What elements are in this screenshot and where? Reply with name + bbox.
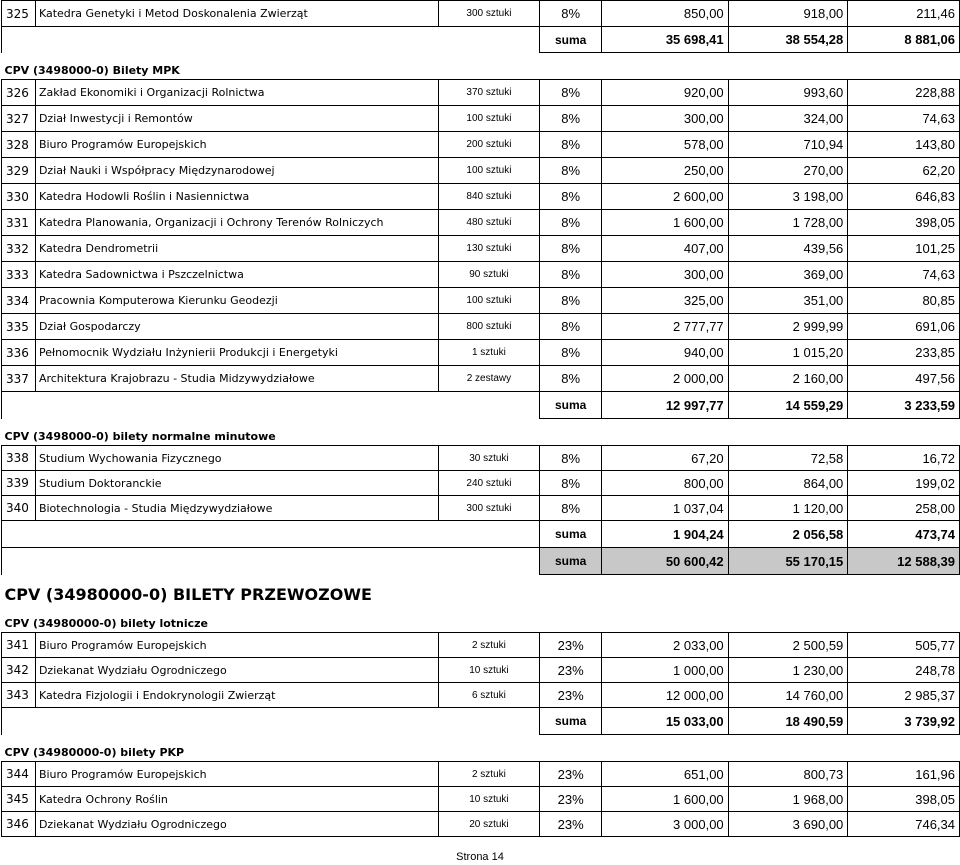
heading-row	[2, 419, 960, 446]
net-amount: 300,00	[602, 262, 729, 288]
difference-amount: 233,85	[848, 340, 960, 366]
unit-name: Biotechnologia - Studia Międzywydziałowe	[35, 496, 438, 521]
unit-name: Katedra Hodowli Roślin i Nasiennictwa	[35, 184, 438, 210]
row-number: 330	[2, 184, 36, 210]
sum-label: suma	[540, 521, 602, 548]
vat-rate: 8%	[540, 340, 602, 366]
sum-spacer	[2, 392, 540, 419]
vat-rate: 8%	[540, 314, 602, 340]
vat-rate: 23%	[540, 683, 602, 708]
vat-rate: 8%	[540, 288, 602, 314]
vat-rate: 8%	[540, 471, 602, 496]
unit-name: Katedra Sadownictwa i Pszczelnictwa	[35, 262, 438, 288]
net-amount: 1 037,04	[602, 496, 729, 521]
table-row	[2, 446, 960, 471]
difference-amount: 199,02	[848, 471, 960, 496]
sum-diff: 12 588,39	[848, 548, 960, 575]
quantity: 480 sztuki	[438, 210, 540, 236]
gross-amount: 918,00	[728, 1, 848, 27]
difference-amount: 74,63	[848, 106, 960, 132]
difference-amount: 258,00	[848, 496, 960, 521]
row-number: 326	[2, 80, 36, 106]
sum-net: 15 033,00	[602, 708, 729, 735]
gross-amount: 369,00	[728, 262, 848, 288]
quantity: 200 sztuki	[438, 132, 540, 158]
main-heading: CPV (34980000-0) BILETY PRZEWOZOWE	[4, 585, 372, 604]
net-amount: 1 600,00	[602, 210, 729, 236]
heading-row	[2, 735, 960, 762]
net-amount: 578,00	[602, 132, 729, 158]
unit-name: Biuro Programów Europejskich	[35, 633, 438, 658]
sum-spacer	[2, 708, 540, 735]
section-heading-pkp: CPV (34980000-0) bilety PKP	[2, 735, 960, 762]
sum-label: suma	[540, 708, 602, 735]
row-number: 338	[2, 446, 36, 471]
vat-rate: 23%	[540, 633, 602, 658]
sum-net: 50 600,42	[602, 548, 729, 575]
row-number: 340	[2, 496, 36, 521]
table-row	[2, 496, 960, 521]
difference-amount: 398,05	[848, 787, 960, 812]
sum-row	[2, 548, 960, 575]
sum-label: suma	[540, 392, 602, 419]
vat-rate: 23%	[540, 787, 602, 812]
sum-diff: 8 881,06	[848, 27, 960, 53]
difference-amount: 646,83	[848, 184, 960, 210]
row-number: 339	[2, 471, 36, 496]
quantity: 2 zestawy	[438, 366, 540, 392]
sum-gross: 38 554,28	[728, 27, 848, 53]
gross-amount: 2 999,99	[728, 314, 848, 340]
difference-amount: 2 985,37	[848, 683, 960, 708]
difference-amount: 16,72	[848, 446, 960, 471]
section-heading-normalne: CPV (3498000-0) bilety normalne minutowe	[2, 419, 960, 446]
net-amount: 3 000,00	[602, 812, 729, 837]
vat-rate: 8%	[540, 236, 602, 262]
row-number: 328	[2, 132, 36, 158]
quantity: 1 sztuki	[438, 340, 540, 366]
row-number: 331	[2, 210, 36, 236]
row-number: 335	[2, 314, 36, 340]
unit-name: Biuro Programów Europejskich	[35, 762, 438, 787]
table-row	[2, 184, 960, 210]
gross-amount: 3 198,00	[728, 184, 848, 210]
quantity: 300 sztuki	[438, 1, 540, 27]
row-number: 346	[2, 812, 36, 837]
quantity: 840 sztuki	[438, 184, 540, 210]
gross-amount: 1 015,20	[728, 340, 848, 366]
sum-row	[2, 392, 960, 419]
sum-gross: 2 056,58	[728, 521, 848, 548]
sum-label: suma	[540, 548, 602, 575]
net-amount: 300,00	[602, 106, 729, 132]
unit-name: Pracownia Komputerowa Kierunku Geodezji	[35, 288, 438, 314]
net-amount: 250,00	[602, 158, 729, 184]
unit-name: Dział Gospodarczy	[35, 314, 438, 340]
sum-net: 1 904,24	[602, 521, 729, 548]
table-row	[2, 236, 960, 262]
unit-name: Zakład Ekonomiki i Organizacji Rolnictwa	[35, 80, 438, 106]
difference-amount: 228,88	[848, 80, 960, 106]
unit-name: Dział Inwestycji i Remontów	[35, 106, 438, 132]
cost-table	[1, 0, 960, 837]
table-row	[2, 787, 960, 812]
vat-rate: 8%	[540, 184, 602, 210]
heading-row	[2, 575, 960, 607]
gross-amount: 710,94	[728, 132, 848, 158]
unit-name: Katedra Dendrometrii	[35, 236, 438, 262]
section-heading-mpk: CPV (3498000-0) Bilety MPK	[2, 53, 960, 80]
gross-amount: 1 728,00	[728, 210, 848, 236]
quantity: 30 sztuki	[438, 446, 540, 471]
gross-amount: 1 230,00	[728, 658, 848, 683]
sum-row	[2, 708, 960, 735]
gross-amount: 993,60	[728, 80, 848, 106]
net-amount: 800,00	[602, 471, 729, 496]
quantity: 2 sztuki	[438, 762, 540, 787]
unit-name: Katedra Planowania, Organizacji i Ochrony Terenów Rolniczych	[35, 210, 438, 236]
vat-rate: 8%	[540, 106, 602, 132]
table-row	[2, 158, 960, 184]
quantity: 800 sztuki	[438, 314, 540, 340]
table-row	[2, 812, 960, 837]
difference-amount: 161,96	[848, 762, 960, 787]
table-row	[2, 658, 960, 683]
gross-amount: 351,00	[728, 288, 848, 314]
gross-amount: 1 120,00	[728, 496, 848, 521]
unit-name: Architektura Krajobrazu - Studia Midzywydziałowe	[35, 366, 438, 392]
table-row	[2, 80, 960, 106]
table-row	[2, 762, 960, 787]
vat-rate: 8%	[540, 1, 602, 27]
quantity: 130 sztuki	[438, 236, 540, 262]
table-row	[2, 132, 960, 158]
sum-spacer	[2, 521, 540, 548]
quantity: 6 sztuki	[438, 683, 540, 708]
sum-net: 35 698,41	[602, 27, 729, 53]
gross-amount: 72,58	[728, 446, 848, 471]
unit-name: Pełnomocnik Wydziału Inżynierii Produkcji i Energetyki	[35, 340, 438, 366]
table-row	[2, 314, 960, 340]
row-number: 345	[2, 787, 36, 812]
gross-amount: 1 968,00	[728, 787, 848, 812]
row-number: 336	[2, 340, 36, 366]
heading-row	[2, 606, 960, 633]
vat-rate: 8%	[540, 80, 602, 106]
vat-rate: 23%	[540, 812, 602, 837]
table-row	[2, 633, 960, 658]
vat-rate: 8%	[540, 158, 602, 184]
quantity: 240 sztuki	[438, 471, 540, 496]
quantity: 100 sztuki	[438, 106, 540, 132]
difference-amount: 62,20	[848, 158, 960, 184]
sum-gross: 18 490,59	[728, 708, 848, 735]
row-number: 337	[2, 366, 36, 392]
difference-amount: 143,80	[848, 132, 960, 158]
table-row	[2, 340, 960, 366]
vat-rate: 8%	[540, 132, 602, 158]
gross-amount: 270,00	[728, 158, 848, 184]
unit-name: Katedra Genetyki i Metod Doskonalenia Zwierząt	[35, 1, 438, 27]
unit-name: Katedra Ochrony Roślin	[35, 787, 438, 812]
gross-amount: 800,73	[728, 762, 848, 787]
difference-amount: 211,46	[848, 1, 960, 27]
table-row	[2, 683, 960, 708]
row-number: 329	[2, 158, 36, 184]
sum-spacer	[2, 27, 540, 53]
gross-amount: 2 160,00	[728, 366, 848, 392]
quantity: 370 sztuki	[438, 80, 540, 106]
sum-gross: 14 559,29	[728, 392, 848, 419]
net-amount: 1 600,00	[602, 787, 729, 812]
net-amount: 2 600,00	[602, 184, 729, 210]
sum-diff: 473,74	[848, 521, 960, 548]
quantity: 10 sztuki	[438, 787, 540, 812]
net-amount: 407,00	[602, 236, 729, 262]
gross-amount: 2 500,59	[728, 633, 848, 658]
row-number: 344	[2, 762, 36, 787]
gross-amount: 324,00	[728, 106, 848, 132]
difference-amount: 101,25	[848, 236, 960, 262]
table-row	[2, 210, 960, 236]
quantity: 300 sztuki	[438, 496, 540, 521]
row-number: 334	[2, 288, 36, 314]
net-amount: 2 777,77	[602, 314, 729, 340]
table-row	[2, 366, 960, 392]
net-amount: 67,20	[602, 446, 729, 471]
section-heading-lotnicze: CPV (34980000-0) bilety lotnicze	[2, 606, 960, 633]
quantity: 10 sztuki	[438, 658, 540, 683]
row-number: 333	[2, 262, 36, 288]
vat-rate: 8%	[540, 446, 602, 471]
heading-row	[2, 53, 960, 80]
net-amount: 940,00	[602, 340, 729, 366]
row-number: 327	[2, 106, 36, 132]
quantity: 2 sztuki	[438, 633, 540, 658]
gross-amount: 3 690,00	[728, 812, 848, 837]
net-amount: 12 000,00	[602, 683, 729, 708]
unit-name: Dziekanat Wydziału Ogrodniczego	[35, 658, 438, 683]
quantity: 90 sztuki	[438, 262, 540, 288]
quantity: 100 sztuki	[438, 288, 540, 314]
net-amount: 850,00	[602, 1, 729, 27]
difference-amount: 248,78	[848, 658, 960, 683]
table-row	[2, 106, 960, 132]
gross-amount: 14 760,00	[728, 683, 848, 708]
table-row	[2, 471, 960, 496]
page-footer: Strona 14	[456, 851, 504, 863]
vat-rate: 23%	[540, 762, 602, 787]
table-row	[2, 262, 960, 288]
net-amount: 1 000,00	[602, 658, 729, 683]
net-amount: 2 033,00	[602, 633, 729, 658]
net-amount: 2 000,00	[602, 366, 729, 392]
quantity: 20 sztuki	[438, 812, 540, 837]
unit-name: Dział Nauki i Współpracy Międzynarodowej	[35, 158, 438, 184]
row-number: 343	[2, 683, 36, 708]
difference-amount: 398,05	[848, 210, 960, 236]
difference-amount: 74,63	[848, 262, 960, 288]
unit-name: Studium Wychowania Fizycznego	[35, 446, 438, 471]
net-amount: 920,00	[602, 80, 729, 106]
unit-name: Dziekanat Wydziału Ogrodniczego	[35, 812, 438, 837]
unit-name: Biuro Programów Europejskich	[35, 132, 438, 158]
quantity: 100 sztuki	[438, 158, 540, 184]
gross-amount: 439,56	[728, 236, 848, 262]
sum-diff: 3 233,59	[848, 392, 960, 419]
difference-amount: 80,85	[848, 288, 960, 314]
table-row	[2, 288, 960, 314]
row-number: 325	[2, 1, 36, 27]
vat-rate: 8%	[540, 366, 602, 392]
vat-rate: 8%	[540, 210, 602, 236]
sum-net: 12 997,77	[602, 392, 729, 419]
sum-diff: 3 739,92	[848, 708, 960, 735]
vat-rate: 8%	[540, 496, 602, 521]
row-number: 332	[2, 236, 36, 262]
net-amount: 325,00	[602, 288, 729, 314]
sum-label: suma	[540, 27, 602, 53]
difference-amount: 746,34	[848, 812, 960, 837]
sum-gross: 55 170,15	[728, 548, 848, 575]
sum-row	[2, 521, 960, 548]
unit-name: Studium Doktoranckie	[35, 471, 438, 496]
gross-amount: 864,00	[728, 471, 848, 496]
difference-amount: 505,77	[848, 633, 960, 658]
vat-rate: 23%	[540, 658, 602, 683]
vat-rate: 8%	[540, 262, 602, 288]
row-number: 341	[2, 633, 36, 658]
sum-row	[2, 27, 960, 53]
row-number: 342	[2, 658, 36, 683]
sum-spacer	[2, 548, 540, 575]
difference-amount: 497,56	[848, 366, 960, 392]
net-amount: 651,00	[602, 762, 729, 787]
unit-name: Katedra Fizjologii i Endokrynologii Zwierząt	[35, 683, 438, 708]
difference-amount: 691,06	[848, 314, 960, 340]
table-row	[2, 1, 960, 27]
